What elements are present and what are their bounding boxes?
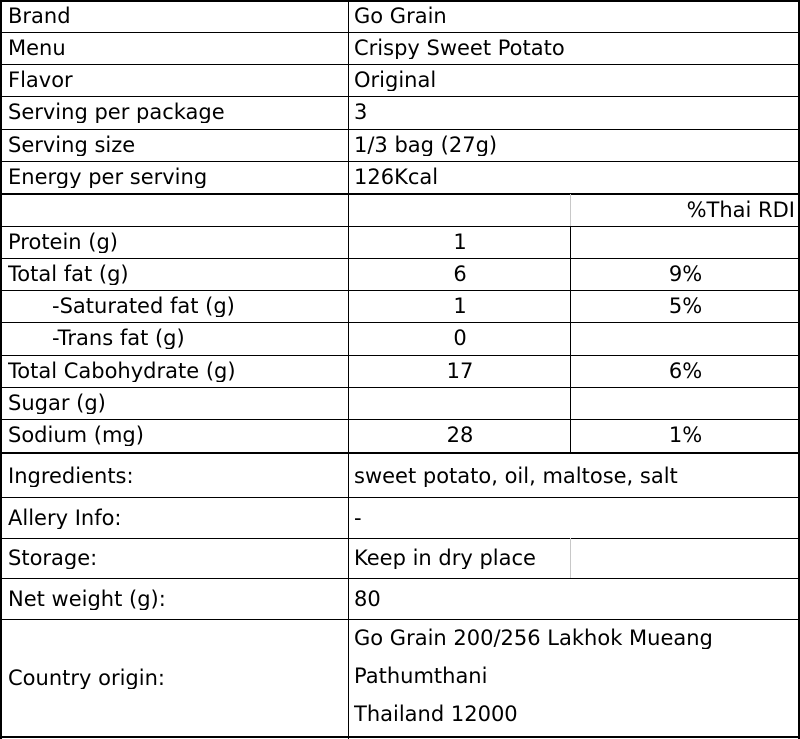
- storage-value: Keep in dry place: [354, 548, 536, 569]
- nutrient-label: Total fat (g): [8, 264, 129, 285]
- nutrient-label: Protein (g): [8, 232, 119, 253]
- nutrient-rdi: 1%: [668, 425, 703, 446]
- nutrient-rdi: 5%: [668, 296, 703, 317]
- grid-line: [0, 129, 800, 130]
- brand-value: Go Grain: [354, 6, 447, 27]
- origin-address-line: Go Grain 200/256 Lakhok Mueang: [354, 628, 713, 649]
- grid-line: [0, 497, 800, 498]
- grid-line: [0, 419, 800, 420]
- nutrient-amount: 6: [453, 264, 467, 285]
- grid-line: [0, 578, 800, 579]
- allergy-label: Allery Info:: [8, 508, 122, 529]
- grid-line: [0, 387, 800, 388]
- grid-line: [0, 619, 800, 620]
- nutrient-amount: 28: [446, 425, 474, 446]
- grid-line: [0, 538, 800, 539]
- allergy-value: -: [354, 508, 362, 529]
- grid-line: [0, 322, 800, 323]
- nutrient-label: -Trans fat (g): [52, 328, 185, 349]
- nutrient-amount: 0: [453, 328, 467, 349]
- serving-size-label: Serving size: [8, 135, 136, 156]
- nutrient-amount: 17: [446, 361, 474, 382]
- serving-size-value: 1/3 bag (27g): [354, 135, 498, 156]
- nutrient-rdi: 9%: [668, 264, 703, 285]
- serving-per-package-value: 3: [354, 102, 368, 123]
- grid-line: [570, 538, 571, 578]
- grid-line: [0, 161, 800, 162]
- ingredients-value: sweet potato, oil, maltose, salt: [354, 466, 678, 487]
- nutrient-rdi: 6%: [668, 361, 703, 382]
- ingredients-label: Ingredients:: [8, 466, 134, 487]
- nutrient-label: -Saturated fat (g): [52, 296, 235, 317]
- country-origin-label: Country origin:: [8, 668, 165, 689]
- grid-line: [0, 96, 800, 97]
- grid-line: [0, 355, 800, 356]
- grid-line: [0, 64, 800, 65]
- origin-address-line: Pathumthani: [354, 666, 488, 687]
- grid-line: [0, 452, 800, 454]
- grid-line: [0, 32, 800, 33]
- energy-value: 126Kcal: [354, 167, 439, 188]
- net-weight-label: Net weight (g):: [8, 589, 166, 610]
- grid-line: [0, 736, 800, 738]
- nutrient-label: Sodium (mg): [8, 425, 144, 446]
- nutrient-amount: 1: [453, 296, 467, 317]
- serving-per-package-label: Serving per package: [8, 102, 225, 123]
- brand-label: Brand: [8, 6, 71, 27]
- origin-address-line: Thailand 12000: [354, 704, 518, 725]
- energy-label: Energy per serving: [8, 167, 208, 188]
- grid-line: [0, 0, 2, 739]
- rdi-header: %Thai RDI: [686, 200, 795, 221]
- storage-label: Storage:: [8, 548, 98, 569]
- menu-label: Menu: [8, 38, 66, 59]
- grid-line: [0, 0, 800, 2]
- nutrient-amount: 1: [453, 232, 467, 253]
- nutrient-label: Sugar (g): [8, 393, 106, 414]
- grid-line: [0, 258, 800, 259]
- grid-line: [0, 193, 800, 195]
- menu-value: Crispy Sweet Potato: [354, 38, 565, 59]
- flavor-value: Original: [354, 70, 437, 91]
- grid-line: [0, 226, 800, 227]
- nutrient-label: Total Cabohydrate (g): [8, 361, 236, 382]
- flavor-label: Flavor: [8, 70, 73, 91]
- net-weight-value: 80: [354, 589, 381, 610]
- grid-line: [0, 290, 800, 291]
